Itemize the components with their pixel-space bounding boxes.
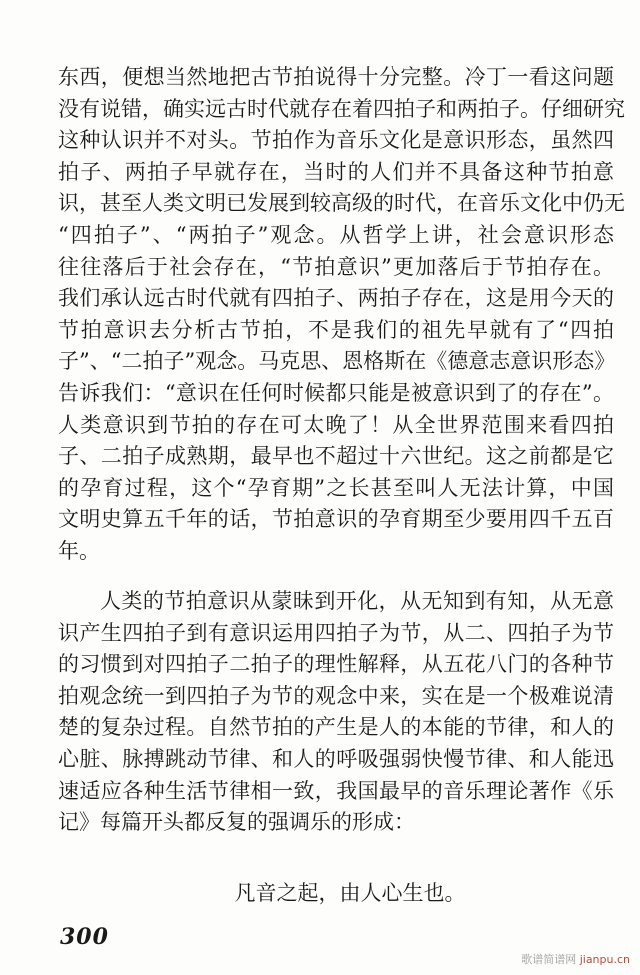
text-line: 文明史算五千年的话，节拍意识的孕育期至少要用四千五百 <box>58 507 614 532</box>
text-line: 识产生四拍子到有意识运用四拍子为节，从二、四拍子为节 <box>58 620 614 645</box>
text-line: 人类意识到节拍的存在可太晚了！从全世界范围来看四拍 <box>58 412 614 437</box>
page-number: 300 <box>60 924 109 950</box>
text-line: 识，甚至人类文明已发展到较高级的时代，在音乐文化中仍无 <box>58 191 625 216</box>
watermark <box>521 951 630 967</box>
text-line: 告诉我们：“意识在任何时候都只能是被意识到了的存在”。 <box>58 380 614 405</box>
watermark-text: 歌谱简谱网 <box>521 953 577 966</box>
text-line: 没有说错，确实远古时代就存在着四拍子和两拍子。仔细研究 <box>58 96 625 121</box>
paragraph-2 <box>58 586 614 839</box>
text-line: 我们承认远古时代就有四拍子、两拍子存在，这是用今天的 <box>58 286 614 311</box>
text-line: 年。 <box>58 538 100 563</box>
text-line: 这种认识并不对头。节拍作为音乐文化是意识形态，虽然四 <box>58 128 614 153</box>
text-line: 东西，便想当然地把古节拍说得十分完整。冷丁一看这问题 <box>58 65 614 89</box>
text-line: 记》每篇开头都反复的强调乐的形成： <box>58 810 415 835</box>
quotation-text: 凡音之起，由人心生也。 <box>234 881 466 905</box>
quotation <box>0 878 640 908</box>
text-line: 的孕育过程，这个“孕育期”之长甚至叫人无法计算，中国 <box>58 475 614 500</box>
text-line: 速适应各种生活节律相一致，我国最早的音乐理论著作《乐 <box>58 778 614 803</box>
text-line: 拍观念统一到四拍子为节的观念中来，实在是一个极难说清 <box>58 683 614 708</box>
paragraph-1 <box>58 62 625 568</box>
text-line: 拍子、两拍子早就存在，当时的人们并不具备这种节拍意 <box>58 159 614 184</box>
text-line: 子、二拍子成熟期，最早也不超过十六世纪。这之前都是它 <box>58 444 614 469</box>
text-line: 楚的复杂过程。自然节拍的产生是人的本能的节律，和人的 <box>58 715 614 740</box>
text-line: 人类的节拍意识从蒙昧到开化，从无知到有知，从无意 <box>100 589 614 613</box>
watermark-site: jianpu.cn <box>579 953 630 966</box>
text-line: 往往落后于社会存在，“节拍意识”更加落后于节拍存在。 <box>58 254 614 279</box>
text-line: 的习惯到对四拍子二拍子的理性解释，从五花八门的各种节 <box>58 652 614 677</box>
text-line: 节拍意识去分析古节拍，不是我们的祖先早就有了“四拍 <box>58 317 614 342</box>
text-line: “四拍子”、“两拍子”观念。从哲学上讲，社会意识形态 <box>58 222 614 247</box>
text-line: 心脏、脉搏跳动节律、和人的呼吸强弱快慢节律、和人能迅 <box>58 746 614 771</box>
text-line: 子”、“二拍子”观念。马克思、恩格斯在《德意志意识形态》 <box>58 349 616 374</box>
